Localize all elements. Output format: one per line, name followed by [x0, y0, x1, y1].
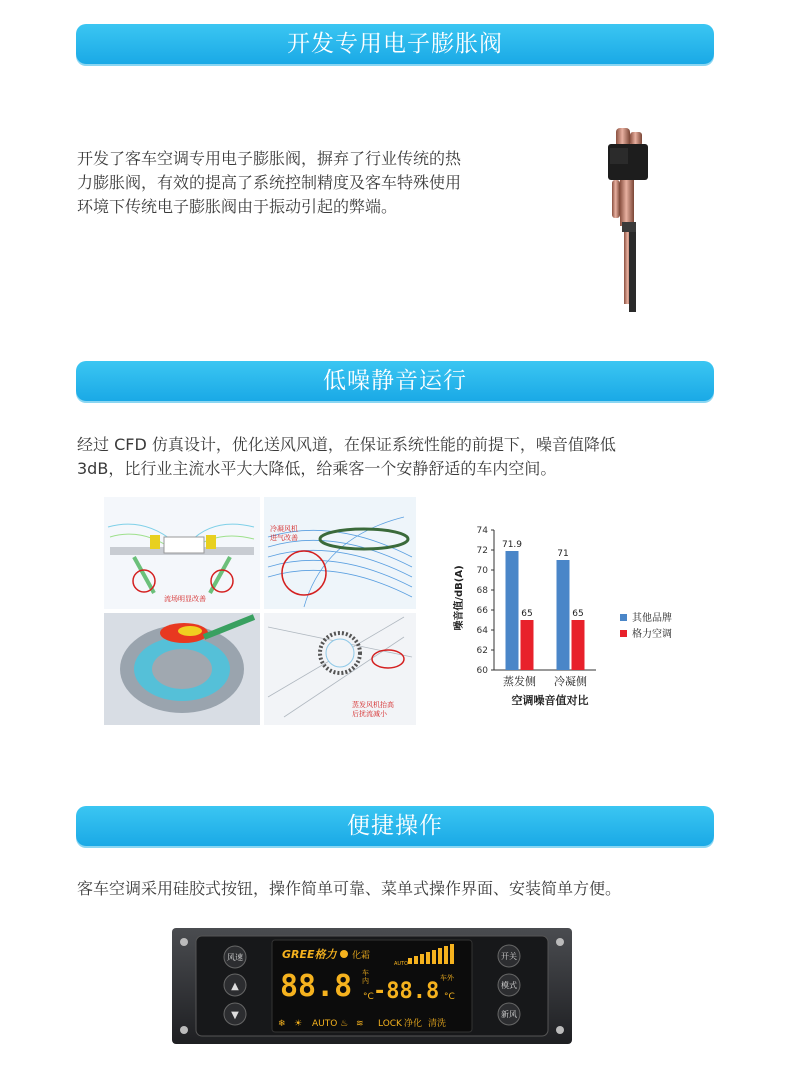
- chart-bar: [557, 560, 570, 670]
- cfd-label-intake: 进气改善: [270, 534, 298, 542]
- chart-y-tick-label: 64: [476, 626, 488, 636]
- chart-bars: [502, 540, 585, 670]
- lcd-status-icon: 清洗: [428, 1019, 447, 1029]
- chart-legend-label: 其他品牌: [632, 613, 672, 624]
- text-line: 力膨胀阀，有效的提高了系统控制精度及客车特殊使用: [77, 173, 462, 192]
- chart-bar: [521, 620, 534, 670]
- chart-data-label: 71: [557, 549, 569, 559]
- chart-data-label: 65: [572, 609, 584, 619]
- chart-bar: [572, 620, 585, 670]
- chart-y-tick-label: 66: [476, 606, 488, 616]
- cfd-label-condenser: 冷凝风机: [270, 525, 298, 533]
- controller-panel-image: [172, 928, 572, 1044]
- section-banner-valve: 开发专用电子膨胀阀: [76, 24, 714, 64]
- celsius-unit: °C: [444, 992, 455, 1002]
- chart-y-tick-label: 74: [476, 526, 488, 536]
- chart-title: 空调噪音值对比: [511, 694, 589, 707]
- cfd-label-flow: 流场明显改善: [164, 595, 206, 603]
- mode-button: 模式: [501, 981, 517, 990]
- section-banner-noise: 低噪静音运行: [76, 361, 714, 401]
- chart-legend-swatch: [620, 614, 627, 621]
- valve-description: [77, 147, 461, 219]
- chart-category-label: 冷凝侧: [554, 675, 587, 688]
- noise-description: [77, 433, 616, 481]
- chart-category-label: 蒸发侧: [503, 675, 536, 688]
- text-line: 环境下传统电子膨胀阀由于振动引起的弊端。: [77, 197, 398, 216]
- chart-bar: [506, 551, 519, 670]
- chart-y-axis-label: 噪音值/dB(A): [454, 565, 465, 631]
- outside-temp-display: -88.8: [373, 979, 440, 1004]
- chart-y-tick-label: 70: [476, 566, 488, 576]
- lcd-status-icon: AUTO: [312, 1019, 338, 1029]
- chart-y-tick-label: 62: [476, 646, 488, 656]
- text-line: 经过 CFD 仿真设计，优化送风风道，在保证系统性能的前提下，噪音值降低: [77, 435, 616, 454]
- lcd-status-icon: ♨: [340, 1019, 349, 1029]
- cfd-label-turbulence: 后扰流减小: [352, 710, 387, 718]
- chart-data-label: 71.9: [501, 540, 523, 550]
- chart-legend: [620, 611, 672, 640]
- chart-data-label: 65: [521, 609, 533, 619]
- chart-y-tick-label: 68: [476, 586, 488, 596]
- text-line: 客车空调采用硅胶式按钮，操作简单可靠、菜单式操作界面、安装简单方便。: [77, 879, 622, 898]
- down-arrow-icon: ▼: [231, 1010, 239, 1021]
- lcd-status-icon: 净化: [404, 1019, 423, 1029]
- inside-temp-display: 88.8: [280, 969, 353, 1004]
- section-banner-operation: 便捷操作: [76, 806, 714, 846]
- chart-y-tick-label: 60: [476, 666, 488, 676]
- fresh-air-button: 新风: [501, 1010, 517, 1019]
- celsius-unit: °C: [363, 992, 374, 1002]
- inside-label: 内: [362, 977, 369, 985]
- outside-label: 车外: [440, 974, 454, 982]
- cfd-simulation-image: [104, 497, 416, 725]
- alert-icon: [340, 950, 348, 958]
- lcd-status-icon: LOCK: [378, 1019, 402, 1029]
- electronic-expansion-valve-image: [596, 126, 666, 314]
- lcd-status-icon: ☀: [294, 1019, 303, 1029]
- operation-description: [77, 877, 621, 901]
- text-line: 开发了客车空调专用电子膨胀阀，摒弃了行业传统的热: [77, 149, 462, 168]
- noise-comparison-chart: [448, 518, 710, 714]
- fan-speed-button: 风速: [227, 953, 243, 962]
- lcd-status-icon: ≋: [356, 1019, 364, 1029]
- inside-label: 车: [362, 969, 369, 977]
- chart-y-tick-label: 72: [476, 546, 488, 556]
- up-arrow-icon: ▲: [231, 981, 239, 992]
- power-button: 开关: [501, 952, 517, 961]
- chart-legend-label: 格力空调: [632, 629, 672, 640]
- cfd-label-evaporator: 蒸发风机抬高: [352, 701, 394, 709]
- defrost-indicator: 化霜: [352, 951, 371, 961]
- lcd-status-icon: ❄: [278, 1019, 286, 1029]
- auto-small-indicator: AUTO: [394, 961, 409, 967]
- chart-legend-swatch: [620, 630, 627, 637]
- text-line: 3dB，比行业主流水平大大降低，给乘客一个安静舒适的车内空间。: [77, 459, 557, 478]
- gree-logo: GREE格力: [282, 948, 337, 961]
